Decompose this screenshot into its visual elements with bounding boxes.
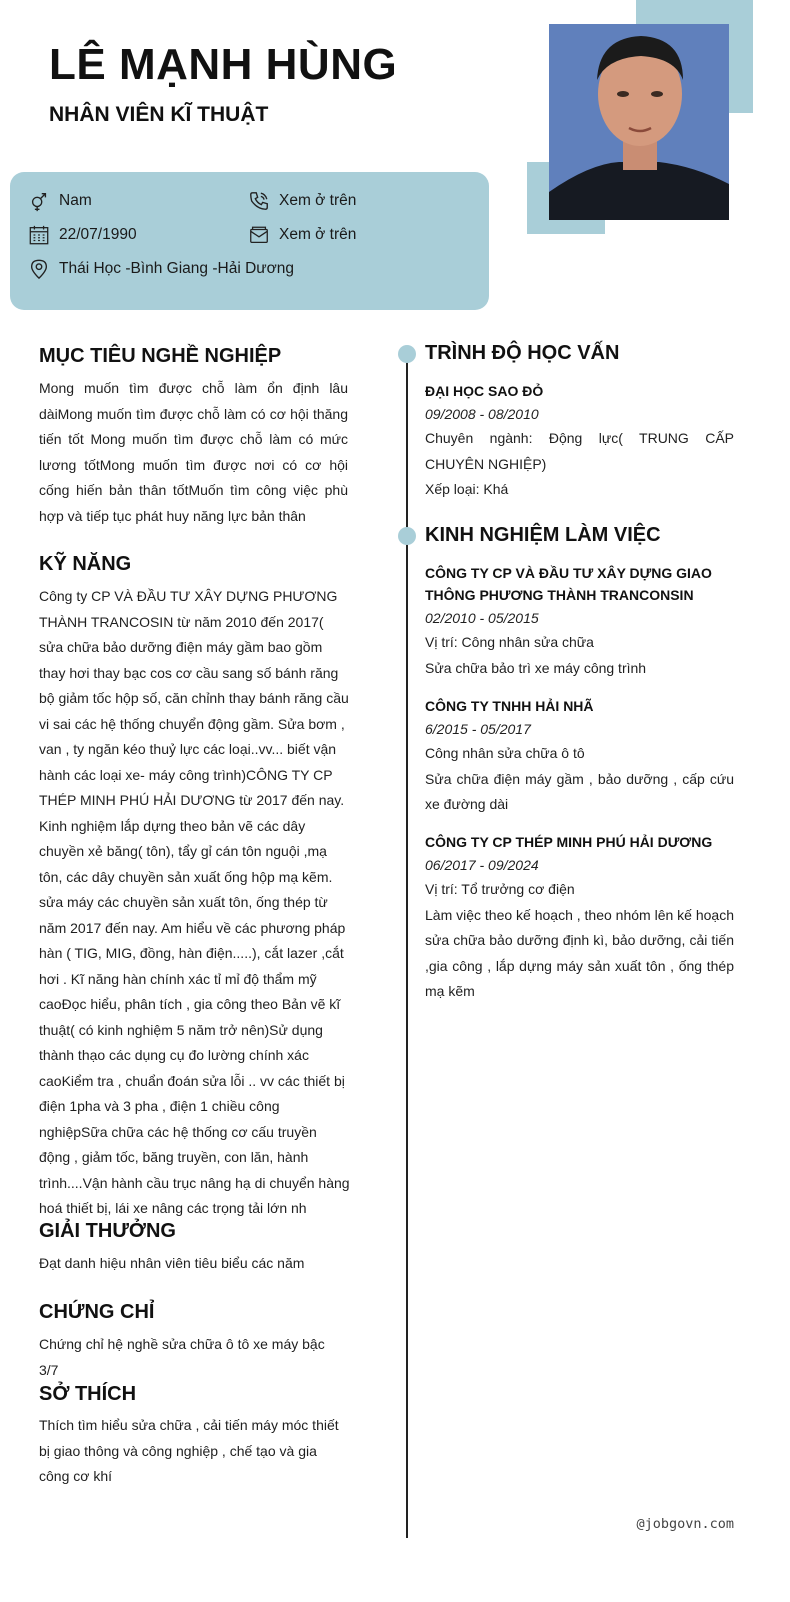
education-school: ĐẠI HỌC SAO ĐỎ (425, 383, 544, 399)
email-value: Xem ở trên (279, 226, 357, 243)
experience-period: 06/2017 - 09/2024 (425, 857, 539, 873)
gender-icon (28, 190, 50, 212)
skills-title: KỸ NĂNG (39, 553, 132, 575)
experience-position: Công nhân sửa chữa ô tô (425, 745, 585, 761)
objective-text: Mong muốn tìm được chỗ làm ổn định lâu dàiMong muốn tìm được chỗ làm có cơ hội thăng tiến tốt Mong muốn tìm được chỗ làm có mức lương tốtMong muốn tìm được nơi có cơ hội cống hiến bản thân tốtMuốn tìm công việc phù hợp và tiếp tục phát huy năng lực bản thân (39, 380, 348, 524)
awards-text: Đạt danh hiệu nhân viên tiêu biểu các năm (39, 1255, 305, 1271)
experience-company: CÔNG TY TNHH HẢI NHÃ (425, 698, 594, 714)
birthday-value: 22/07/1990 (59, 226, 137, 243)
experience-entry (425, 831, 734, 1005)
experience-company: CÔNG TY CP VÀ ĐẦU TƯ XÂY DỰNG GIAO THÔNG PHƯƠNG THÀNH TRANCONSIN (425, 565, 712, 603)
location-pin-icon (28, 258, 50, 280)
profile-photo (549, 24, 729, 220)
experience-title: KINH NGHIỆM LÀM VIỆC (425, 524, 661, 546)
timeline-dot-education (398, 345, 416, 363)
objective-title: MỤC TIÊU NGHỀ NGHIỆP (39, 345, 282, 367)
certificates-title: CHỨNG CHỈ (39, 1301, 155, 1323)
calendar-icon (28, 224, 50, 246)
experience-description: Sửa chữa bảo trì xe máy công trình (425, 659, 647, 676)
education-period: 09/2008 - 08/2010 (425, 406, 539, 422)
education-title: TRÌNH ĐỘ HỌC VẤN (425, 342, 620, 364)
experience-company: CÔNG TY CP THÉP MINH PHÚ HẢI DƯƠNG (425, 834, 713, 850)
skills-text: Công ty CP VÀ ĐẦU TƯ XÂY DỰNG PHƯƠNG THÀNH TRANCOSIN từ năm 2010 đến 2017( sửa chữa bảo dưỡng điện máy gầm bao gồm thay hơi thay bạc cos cơ cầu sang số bánh răng bộ giảm tốc hộp số, căn chỉnh thay bánh răng cầu vi sai các hệ thống chuyển động gầm. Sửa bơm , van , ty ngăn kéo thuỷ lực các loại..vv... biết vận hành các loại xe- máy công trình)CÔNG TY CP THÉP MINH PHÚ HẢI DƯƠNG từ 2017 đến nay. Kinh nghiệm lắp dựng theo bản vẽ các dây chuyền xẻ băng( tôn), tẩy gỉ cán tôn nguội ,mạ tôn, các dây chuyền sản xuất ống hộp mạ kẽm. sửa máy các chuyền sản xuất tôn, ống thép từ năm 2017 đến nay. Am hiểu về các phương pháp hàn ( TIG, MIG, đồng, hàn điện.....), cắt lazer ,cắt hơi . Kĩ năng hàn chính xác tỉ mỉ độ thẩm mỹ caoĐọc hiểu, phân tích , gia công theo Bản vẽ kĩ thuật( có kinh nghiệm 5 năm trở nên)Sử dụng thành thạo các dụng cụ đo lường chính xác caoKiểm tra , chuẩn đoán sửa lỗi .. vv các thiết bị điện 1pha và 3 pha , điện 1 chiều công nghiệpSữa chữa các hệ thống cơ cấu truyền động , giảm tốc, băng truyền, con lăn, hành trình....Vận hành cầu trục nâng hạ di chuyển hàng hoá thiết bị, lái xe nâng các trọng tải lớn nh (39, 588, 350, 1216)
certificates-text: Chứng chỉ hệ nghề sửa chữa ô tô xe máy bậc 3/7 (39, 1336, 325, 1378)
experience-description: Làm việc theo kế hoạch , theo nhóm lên kế hoạch sửa chữa bảo dưỡng định kì, bảo dưỡng, cải tiến ,gia công , lắp dựng máy sản xuất tôn , ống thép mạ kẽm (425, 906, 734, 999)
address-value: Thái Học -Bình Giang -Hải Dương (59, 260, 295, 277)
education-entry (425, 380, 734, 503)
education-major: Chuyên ngành: Động lực( TRUNG CẤP CHUYÊN NGHIỆP) (425, 430, 734, 472)
timeline-dot-experience (398, 527, 416, 545)
hobbies-title: SỞ THÍCH (39, 1383, 137, 1405)
experience-period: 6/2015 - 05/2017 (425, 721, 531, 737)
gender-value: Nam (59, 192, 92, 209)
site-watermark: @jobgovn.com (636, 1516, 734, 1532)
info-phone (248, 190, 356, 212)
phone-value: Xem ở trên (279, 192, 357, 209)
experience-entry (425, 695, 734, 818)
awards-title: GIẢI THƯỞNG (39, 1220, 176, 1242)
experience-position: Vị trí: Tổ trưởng cơ điện (425, 881, 575, 897)
info-email (248, 224, 356, 246)
candidate-name: LÊ MẠNH HÙNG (49, 40, 398, 89)
candidate-role: NHÂN VIÊN KĨ THUẬT (49, 103, 269, 126)
experience-description: Sửa chữa điện máy gầm , bảo dưỡng , cấp cứu xe đường dài (425, 770, 734, 812)
info-birthday (28, 224, 137, 246)
experience-period: 02/2010 - 05/2015 (425, 610, 539, 626)
education-grade: Xếp loại: Khá (425, 481, 509, 497)
phone-icon (248, 190, 270, 212)
envelope-icon (248, 224, 270, 246)
experience-entry (425, 562, 734, 681)
contact-info-panel (10, 172, 489, 310)
info-gender (28, 190, 92, 212)
experience-position: Vị trí: Công nhân sửa chữa (425, 634, 594, 650)
info-address (28, 258, 294, 280)
hobbies-text: Thích tìm hiểu sửa chữa , cải tiến máy móc thiết bị giao thông và công nghiệp , chế tạo và gia công cơ khí (39, 1417, 339, 1484)
